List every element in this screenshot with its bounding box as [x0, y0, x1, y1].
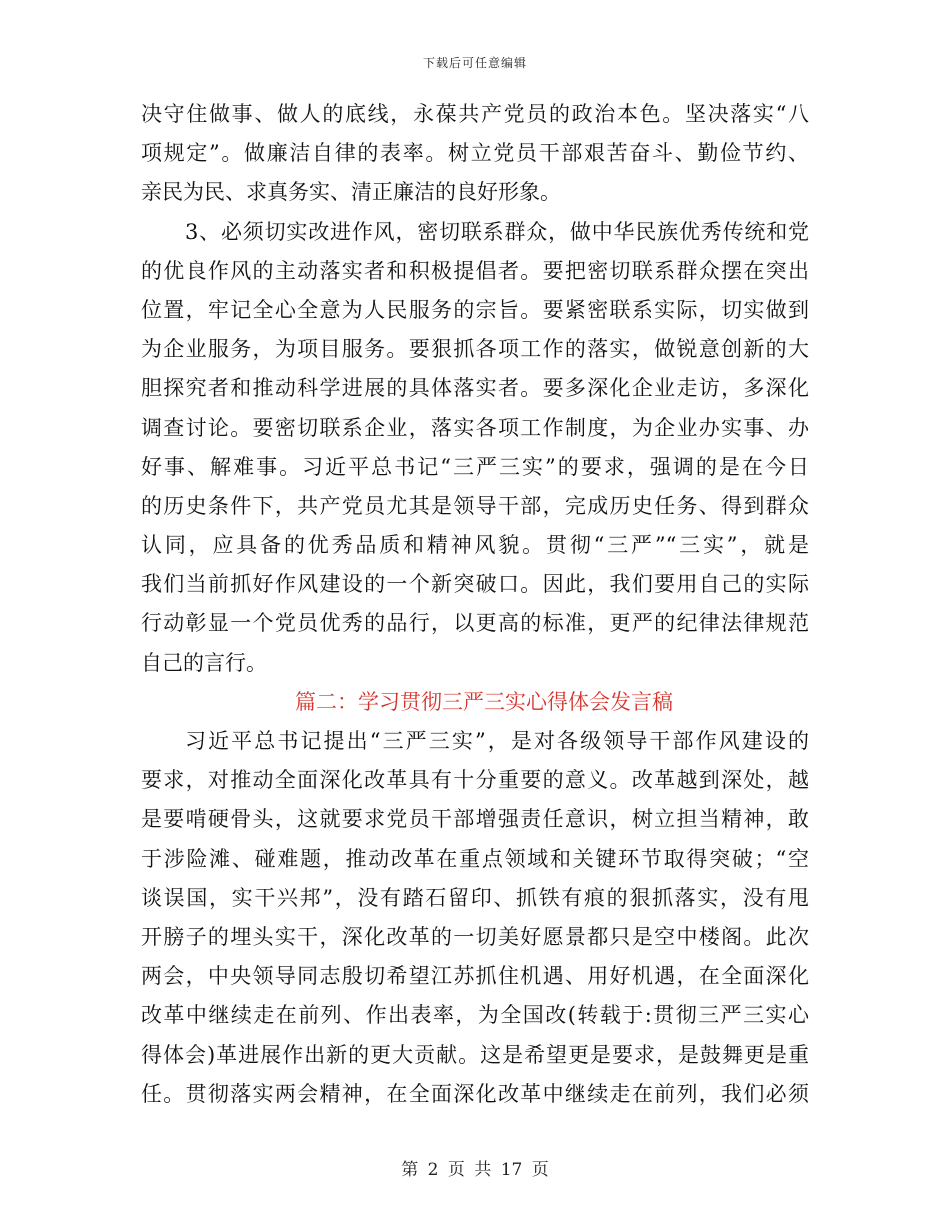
paragraph-line: 认同，应具备的优秀品质和精神风貌。贯彻“三严”“三实”，就是 — [141, 533, 809, 558]
paragraph-line: 3、必须切实改进作风，密切联系群众，做中华民族优秀传统和党 — [185, 219, 809, 244]
paragraph-line: 要求，对推动全面深化改革具有十分重要的意义。改革越到深处，越 — [141, 768, 809, 793]
document-body — [141, 95, 809, 1114]
paragraph-line: 的优良作风的主动落实者和积极提倡者。要把密切联系群众摆在突出 — [141, 258, 809, 283]
paragraph-line: 开膀子的埋头实干，深化改革的一切美好愿景都只是空中楼阁。此次 — [141, 924, 809, 949]
paragraph-line: 位置，牢记全心全意为人民服务的宗旨。要紧密联系实际，切实做到 — [141, 297, 809, 322]
section-title: 篇二：学习贯彻三严三实心得体会发言稿 — [295, 689, 673, 714]
paragraph-line: 的历史条件下，共产党员尤其是领导干部，完成历史任务、得到群众 — [141, 493, 809, 518]
page-number: 第 2 页 共 17 页 — [401, 1160, 549, 1180]
paragraph-line: 改革中继续走在前列、作出表率，为全国改(转载于:贯彻三严三实心 — [141, 1003, 809, 1028]
paragraph-line: 自己的言行。 — [141, 650, 267, 675]
paragraph-line: 调查讨论。要密切联系企业，落实各项工作制度，为企业办实事、办 — [141, 415, 809, 440]
paragraph-line: 为企业服务，为项目服务。要狠抓各项工作的落实，做锐意创新的大 — [141, 337, 809, 362]
paragraph-line: 于涉险滩、碰难题，推动改革在重点领域和关键环节取得突破；“空 — [141, 846, 809, 871]
paragraph-line: 好事、解难事。习近平总书记“三严三实”的要求，强调的是在今日 — [141, 454, 809, 479]
paragraph-line: 胆探究者和推动科学进展的具体落实者。要多深化企业走访，多深化 — [141, 376, 809, 401]
paragraph-line: 项规定”。做廉洁自律的表率。树立党员干部艰苦奋斗、勤俭节约、 — [141, 141, 809, 166]
paragraph-line: 决守住做事、做人的底线，永葆共产党员的政治本色。坚决落实“八 — [141, 102, 809, 126]
paragraph-line: 谈误国，实干兴邦”，没有踏石留印、抓铁有痕的狠抓落实，没有甩 — [141, 885, 809, 910]
paragraph-line: 任。贯彻落实两会精神，在全面深化改革中继续走在前列，我们必须 — [141, 1081, 809, 1106]
paragraph-line: 习近平总书记提出“三严三实”，是对各级领导干部作风建设的 — [185, 729, 809, 753]
paragraph-line: 得体会)革进展作出新的更大贡献。这是希望更是要求，是鼓舞更是重 — [141, 1042, 809, 1067]
page-header: 下载后可任意编辑 — [422, 56, 527, 70]
paragraph-line: 行动彰显一个党员优秀的品行，以更高的标准，更严的纪律法律规范 — [141, 611, 809, 636]
paragraph-line: 是要啃硬骨头，这就要求党员干部增强责任意识，树立担当精神，敢 — [141, 807, 809, 832]
paragraph-line: 亲民为民、求真务实、清正廉洁的良好形象。 — [141, 180, 561, 205]
paragraph-line: 两会，中央领导同志殷切希望江苏抓住机遇、用好机遇，在全面深化 — [141, 964, 809, 989]
paragraph-line: 我们当前抓好作风建设的一个新突破口。因此，我们要用自己的实际 — [141, 572, 809, 597]
